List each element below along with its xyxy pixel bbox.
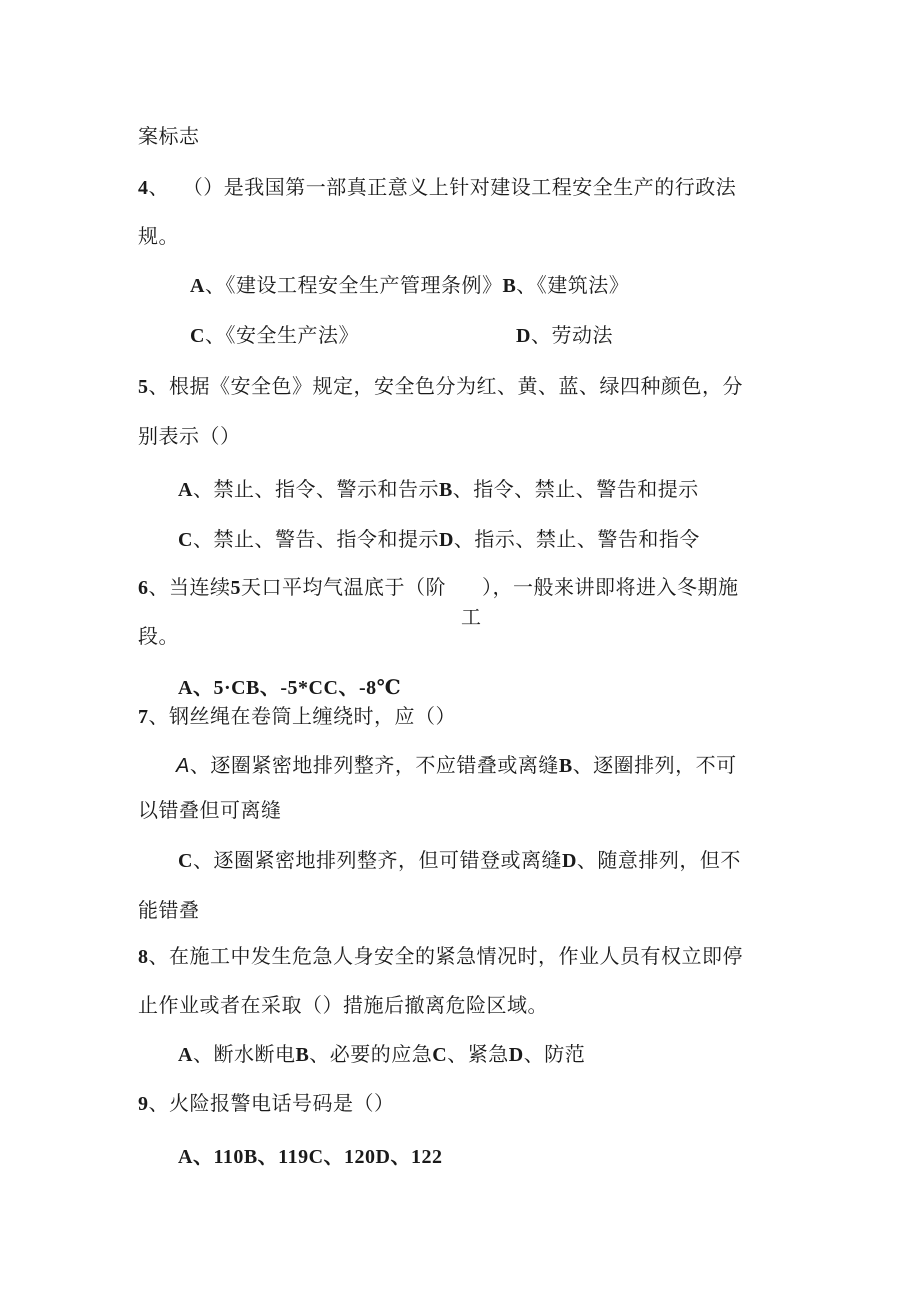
option-letter: A (190, 275, 205, 297)
question-6-line-1: 6、当连续5天口平均气温底于（阶 ），一般来讲即将进入冬期施 (138, 575, 739, 599)
question-9-line-1: 9、火险报警电话号码是（） (138, 1091, 395, 1115)
question-8-options (178, 1042, 585, 1067)
option-letter: A (176, 755, 190, 777)
option-text: 、逐圈排列，不可 (572, 753, 737, 777)
option-letter: C (432, 1044, 448, 1066)
option-text: 、逐圈紧密地排列整齐，但可错登或离缝 (192, 848, 562, 872)
option-text: 、逐圈紧密地排列整齐，不应错叠或离缝 (189, 753, 559, 777)
option-text: 、禁止、警告、指令和提示 (192, 527, 439, 551)
option-text: 、紧急 (447, 1042, 509, 1066)
question-7-options-d-cont: 能错叠 (138, 898, 200, 922)
question-8-line-1: 8、在施工中发生危急人身安全的紧急情况时，作业人员有权立即停 (138, 944, 743, 968)
question-stem: （）是我国第一部真正意义上针对建设工程安全生产的行政法 (182, 175, 737, 199)
question-4-line-1: 4、 （）是我国第一部真正意义上针对建设工程安全生产的行政法 (138, 175, 737, 199)
option-letter: D (561, 850, 577, 872)
option-text: 、《建筑法》 (516, 273, 630, 297)
option-letter: B (295, 1044, 310, 1066)
question-7-options-ab (176, 753, 737, 778)
question-7-line-1: 7、钢丝绳在卷筒上缠绕时，应（） (138, 704, 456, 728)
option-letter: D (516, 325, 531, 347)
option-text: 、随意排列，但不 (576, 848, 741, 872)
question-5-line-2: 别表示（） (138, 424, 241, 448)
option-letter: C (190, 325, 205, 347)
question-6-line-2: 段。 (138, 624, 179, 648)
question-stem: 根据《安全色》规定，安全色分为红、黄、蓝、绿四种颜色，分 (169, 374, 743, 398)
question-number: 8 (138, 946, 149, 968)
question-number: 5 (138, 376, 149, 398)
question-8-line-2: 止作业或者在采取（）措施后撤离危险区域。 (138, 993, 548, 1017)
question-9-options: A、110B、119C、120D、122 (178, 1146, 443, 1168)
question-stem: 钢丝绳在卷筒上缠绕时，应（） (169, 704, 456, 728)
option-text: 、防范 (523, 1042, 586, 1066)
question-4-options-ab (190, 273, 629, 298)
option-letter: A (178, 1044, 193, 1066)
question-number: 4 (138, 177, 149, 199)
question-number: 9 (138, 1093, 149, 1115)
continuation-text: 案标志 (138, 124, 200, 148)
question-stem: 火险报警电话号码是（） (169, 1091, 395, 1115)
question-5-line-1: 5、根据《安全色》规定，安全色分为红、黄、蓝、绿四种颜色，分 (138, 374, 743, 398)
option-letter: C (178, 850, 193, 872)
option-text: 、劳动法 (530, 323, 613, 347)
option-text: 、指令、禁止、警告和提示 (452, 477, 699, 501)
question-number: 7 (138, 706, 149, 728)
option-letter: B (502, 275, 517, 297)
question-7-options-b-cont: 以错叠但可离缝 (138, 798, 282, 822)
question-4-option-d (516, 323, 613, 348)
question-5-options-ab (178, 477, 699, 502)
question-stem: 在施工中发生危急人身安全的紧急情况时，作业人员有权立即停 (169, 944, 743, 968)
option-letter: B (438, 479, 453, 501)
question-4-line-2: 规。 (138, 224, 179, 248)
option-text: 、断水断电 (192, 1042, 296, 1066)
question-6-overflow-char: 工 (461, 605, 482, 629)
option-letter: A (178, 479, 193, 501)
option-text: 、《建设工程安全生产管理条例》 (204, 273, 503, 297)
option-letter: D (508, 1044, 524, 1066)
question-4-option-c (190, 323, 359, 348)
option-letter: D (438, 529, 454, 551)
option-text: 、指示、禁止、警告和指令 (453, 527, 700, 551)
option-text: 、《安全生产法》 (204, 323, 359, 347)
option-letter: C (178, 529, 193, 551)
question-5-options-cd (178, 527, 700, 552)
option-letter: B (558, 755, 573, 777)
question-6-options: A、5·CB、-5*CC、-8℃ (178, 677, 402, 699)
option-text: 、禁止、指令、警示和告示 (192, 477, 439, 501)
question-7-options-cd (178, 848, 741, 873)
option-text: 、必要的应急 (309, 1042, 433, 1066)
question-number: 6 (138, 577, 149, 599)
